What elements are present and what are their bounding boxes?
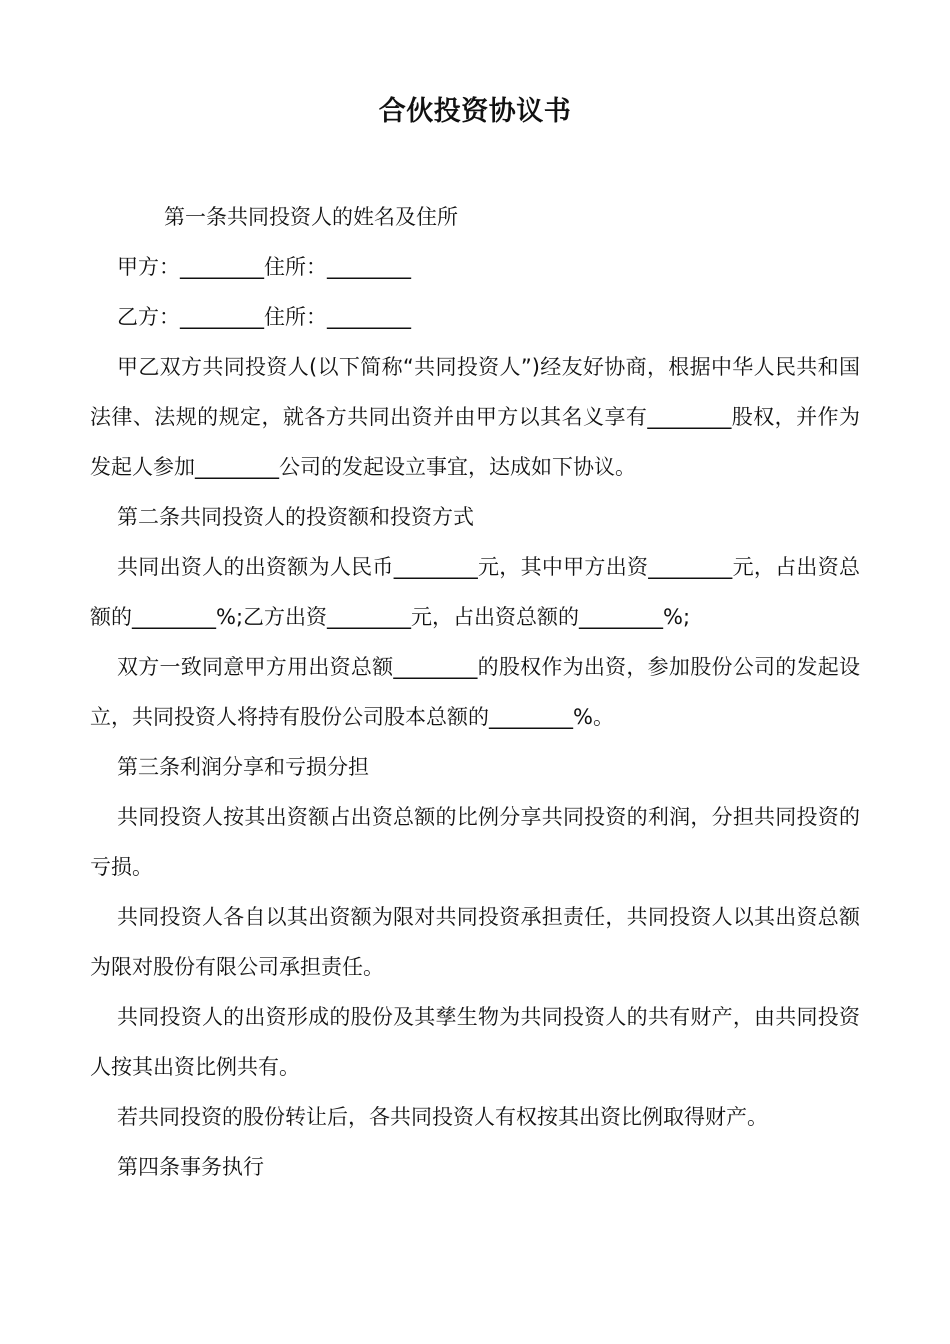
article-1-heading: 第一条共同投资人的姓名及住所 — [164, 205, 458, 229]
document-body — [90, 192, 860, 1192]
contribution-amount-paragraph: 共同出资人的出资额为人民币________元，其中甲方出资________元，占出资总额的________%;乙方出资________元，占出资总额的________%; — [90, 555, 860, 629]
share-transfer-paragraph: 若共同投资的股份转让后，各共同投资人有权按其出资比例取得财产。 — [117, 1105, 768, 1129]
document-title: 合伙投资协议书 — [378, 96, 572, 127]
article-4-heading: 第四条事务执行 — [117, 1155, 264, 1179]
article-3-heading: 第三条利润分享和亏损分担 — [117, 755, 369, 779]
contribution-method-paragraph: 双方一致同意甲方用出资总额________的股权作为出资，参加股份公司的发起设立，共同投资人将持有股份公司股本总额的________%。 — [90, 655, 860, 729]
party-b-line: 乙方：________住所：________ — [117, 305, 411, 329]
party-a-line: 甲方：________住所：________ — [117, 255, 411, 279]
article-2-heading: 第二条共同投资人的投资额和投资方式 — [117, 505, 474, 529]
joint-property-paragraph: 共同投资人的出资形成的股份及其孳生物为共同投资人的共有财产，由共同投资人按其出资比例共有。 — [90, 1005, 860, 1079]
preamble-paragraph: 甲乙双方共同投资人(以下简称“共同投资人”)经友好协商，根据中华人民共和国法律、法规的规定，就各方共同出资并由甲方以其名义享有________股权，并作为发起人参加________公司的发起设立事宜，达成如下协议。 — [90, 355, 860, 479]
profit-sharing-paragraph: 共同投资人按其出资额占出资总额的比例分享共同投资的利润，分担共同投资的亏损。 — [90, 805, 860, 879]
liability-paragraph: 共同投资人各自以其出资额为限对共同投资承担责任，共同投资人以其出资总额为限对股份有限公司承担责任。 — [90, 905, 860, 979]
